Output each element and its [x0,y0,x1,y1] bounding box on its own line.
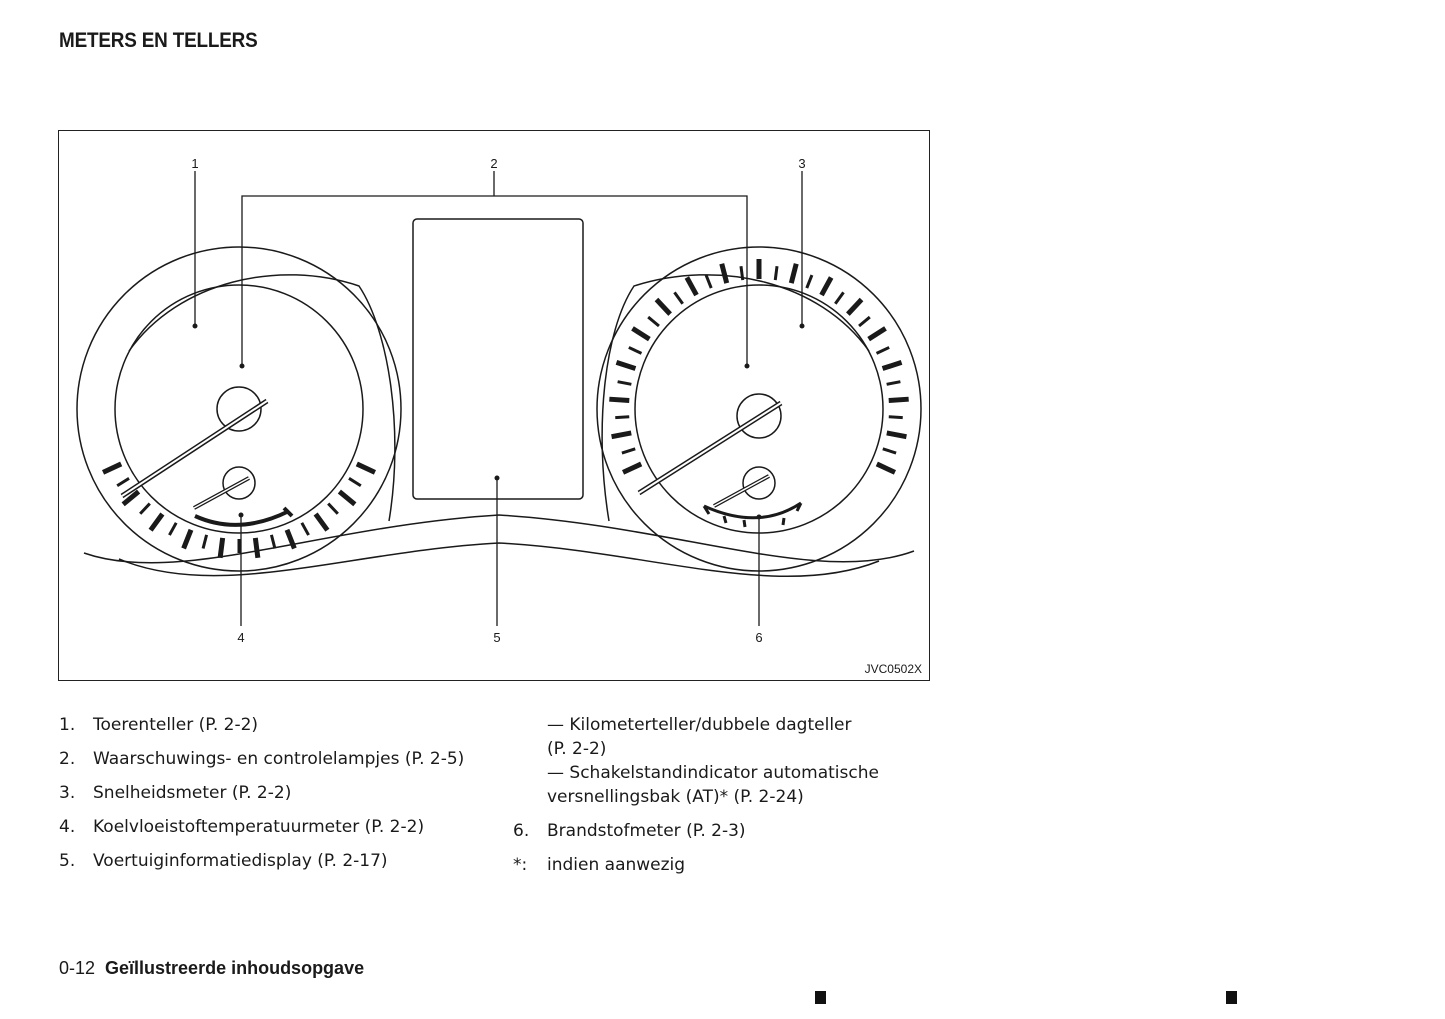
gauge-tick [722,264,727,283]
footer-title: Geïllustreerde inhoudsopgave [105,958,365,978]
gauge-tick [887,433,907,437]
figure-code: JVC0502X [864,662,922,676]
gauge-tick [302,523,309,535]
list-item: 4. Koelvloeistoftemperatuurmeter (P. 2-2) [59,817,425,837]
callout-2: 2 [490,156,498,171]
gauge-tick [883,362,902,368]
gauge-tick [889,399,909,400]
gauge-tick [271,535,274,549]
gauge-tick [835,292,843,303]
gauge-tick [887,382,901,385]
gauge-tick [889,417,903,418]
gauge-tick [357,464,375,472]
gauge-tick [687,277,697,295]
speedometer-scale [609,259,908,472]
page-footer [59,958,364,979]
list-item: 3. Snelheidsmeter (P. 2-2) [59,783,292,803]
gauge-tick [140,504,150,514]
gauge-tick [117,478,129,485]
legend-right [513,713,933,887]
sub-line: (P. 2-2) [547,739,607,759]
gauge-tick [328,504,338,514]
sub-line: versnellingsbak (AT)* (P. 2-24) [547,787,804,807]
gauge-tick [674,292,682,303]
crop-mark-icon [1226,991,1237,1004]
sub-line: — Kilometerteller/dubbele dagteller [547,715,852,735]
callout-leaders [195,171,802,626]
gauge-tick [869,328,886,339]
gauge-tick [184,530,191,549]
list-item: 5. Voertuiginformatiedisplay (P. 2-17) [59,851,388,871]
gauge-tick [618,382,632,385]
gauge-tick [169,523,176,535]
section-title: METERS EN TELLERS [59,29,258,52]
gauge-tick [848,300,862,315]
list-item: 1. Toerenteller (P. 2-2) [59,715,259,735]
gauge-tick [316,514,328,530]
gauge-tick [775,266,777,280]
sub-line: — Schakelstandindicator automatische [547,763,879,783]
list-item: *: indien aanwezig [513,855,686,875]
gauge-tick [623,464,641,472]
tachometer-scale [103,464,375,558]
sub-list [513,713,933,809]
list-item: 2. Waarschuwings- en controlelampjes (P. 2-5) [59,749,465,769]
gauge-tick [203,535,206,549]
gauge-tick [612,433,632,437]
gauge-tick [151,514,163,530]
gauge-tick [656,300,670,315]
gauge-tick [807,275,812,288]
gauge-tick [706,275,711,288]
cluster-illustration [59,131,929,680]
gauge-tick [741,266,743,280]
gauge-tick [615,417,629,418]
callout-1: 1 [191,156,199,171]
instrument-cluster-figure [58,130,930,681]
gauge-tick [877,464,895,472]
gauge-tick [103,464,121,472]
callout-3: 3 [798,156,806,171]
gauge-tick [648,317,659,326]
list-item: 6. Brandstofmeter (P. 2-3) [513,821,746,841]
gauge-tick [220,538,223,558]
gauge-tick [255,538,258,558]
gauge-tick [616,362,635,368]
callout-4: 4 [237,630,245,645]
gauge-tick [349,478,361,485]
gauge-tick [883,449,896,453]
legend-left [59,713,499,883]
gauge-tick [622,449,635,453]
gauge-tick [877,347,890,353]
gauge-tick [632,328,649,339]
callout-5: 5 [493,630,501,645]
gauge-tick [859,317,870,326]
gauge-tick [822,277,832,295]
crop-mark-icon [815,991,826,1004]
gauge-tick [629,347,642,353]
gauge-tick [609,399,629,400]
callout-6: 6 [755,630,763,645]
page-number: 0-12 [59,958,96,978]
gauge-tick [339,492,354,505]
gauge-tick [791,264,796,283]
